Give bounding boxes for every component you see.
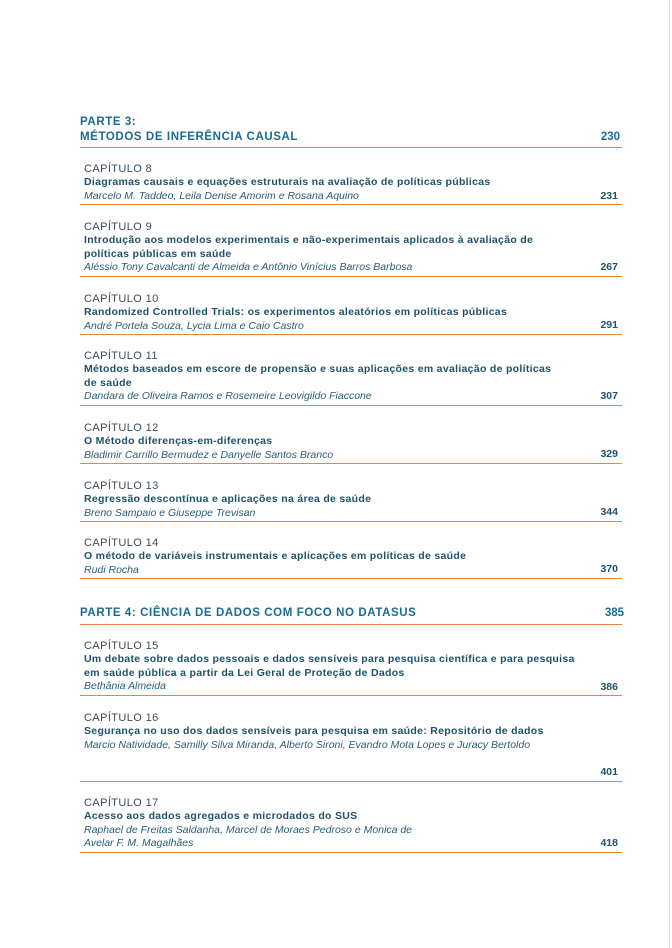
toc-entry-chapter-9[interactable] (84, 220, 622, 276)
chapter-label: CAPÍTULO 16 (84, 712, 159, 724)
chapter-page-number: 329 (600, 448, 618, 460)
part-3-header (80, 116, 622, 148)
chapter-title: Um debate sobre dados pessoais e dados sensíveis para pesquisa científica e para pesquisa em saúde pública a partir da Lei Geral de Proteção de Dados (84, 653, 575, 679)
chapter-authors: Bladimir Carrillo Bermudez e Danyelle Santos Branco (84, 448, 334, 461)
chapter-title: O método de variáveis instrumentais e aplicações em políticas de saúde (84, 550, 467, 562)
toc-entry-chapter-13[interactable] (84, 479, 622, 521)
toc-entry-chapter-11[interactable] (84, 349, 622, 405)
part-label: PARTE 3: (80, 116, 137, 128)
part-title: MÉTODOS DE INFERÊNCIA CAUSAL (80, 131, 299, 143)
divider (80, 521, 622, 522)
chapter-title: Segurança no uso dos dados sensíveis para pesquisa em saúde: Repositório de dados (84, 725, 544, 737)
chapter-label: CAPÍTULO 17 (84, 797, 159, 809)
divider (80, 578, 622, 579)
chapter-label: CAPÍTULO 14 (84, 537, 159, 549)
chapter-page-number: 307 (600, 390, 618, 402)
toc-entry-chapter-15[interactable] (84, 639, 622, 695)
chapter-authors: Breno Sampaio e Giuseppe Trevisan (84, 506, 256, 519)
part-page-number: 230 (600, 131, 620, 143)
chapter-title: O Método diferenças-em-diferenças (84, 435, 273, 447)
chapter-page-number: 418 (600, 837, 618, 849)
chapter-label: CAPÍTULO 10 (84, 293, 159, 305)
chapter-authors: Aléssio Tony Cavalcanti de Almeida e Antônio Vinícius Barros Barbosa (84, 261, 413, 273)
toc-entry-chapter-16[interactable] (84, 711, 622, 781)
part-page-number: 385 (604, 607, 624, 619)
chapter-title: Regressão descontínua e aplicações na área de saúde (84, 493, 372, 505)
toc-entry-chapter-12[interactable] (84, 421, 622, 463)
chapter-authors: Bethânia Almeida (84, 680, 166, 692)
chapter-label: CAPÍTULO 12 (84, 422, 159, 434)
chapter-page-number: 370 (600, 563, 618, 575)
chapter-authors: Raphael de Freitas Saldanha, Marcel de Moraes Pedroso e Monica de Avelar F. M. Magalhães (84, 823, 413, 849)
chapter-authors: Rudi Rocha (84, 563, 139, 576)
divider (80, 204, 622, 205)
divider (80, 695, 622, 696)
chapter-label: CAPÍTULO 8 (84, 163, 153, 175)
divider (80, 781, 622, 782)
chapter-authors: Marcio Natividade, Samilly Silva Miranda, Alberto Sironi, Evandro Mota Lopes e Juracy Bertoldo (84, 738, 531, 751)
toc-entry-chapter-17[interactable] (84, 796, 622, 852)
toc-entry-chapter-14[interactable] (84, 536, 622, 578)
divider (80, 405, 622, 406)
chapter-label: CAPÍTULO 15 (84, 640, 159, 652)
chapter-authors: Marcelo M. Taddeo, Leila Denise Amorim e Rosana Aquino (84, 189, 359, 202)
chapter-page-number: 386 (600, 681, 618, 693)
chapter-label: CAPÍTULO 11 (84, 350, 158, 362)
chapter-page-number: 291 (600, 319, 618, 331)
chapter-title: Randomized Controlled Trials: os experimentos aleatórios em políticas públicas (84, 306, 508, 318)
divider (80, 852, 622, 853)
divider (80, 147, 622, 148)
chapter-title: Acesso aos dados agregados e microdados do SUS (84, 810, 358, 822)
chapter-authors: Dandara de Oliveira Ramos e Rosemeire Leovigildo Fiaccone (84, 390, 372, 402)
chapter-title: Introdução aos modelos experimentais e não-experimentais aplicados à avaliação de políticas públicas em saúde (84, 234, 534, 260)
divider (80, 463, 622, 464)
chapter-page-number: 344 (600, 506, 618, 518)
part-4-header (80, 607, 622, 625)
chapter-page-number: 267 (600, 261, 618, 273)
chapter-label: CAPÍTULO 13 (84, 480, 159, 492)
toc-entry-chapter-8[interactable] (84, 162, 622, 205)
chapter-title: Métodos baseados em escore de propensão e suas aplicações em avaliação de políticas de saúde (84, 363, 552, 389)
chapter-title: Diagramas causais e equações estruturais na avaliação de políticas públicas (84, 176, 491, 188)
divider (80, 624, 622, 625)
chapter-page-number: 401 (600, 766, 618, 778)
part-title: PARTE 4: CIÊNCIA DE DADOS COM FOCO NO DATASUS (80, 607, 417, 619)
divider (80, 334, 622, 335)
chapter-authors: André Portela Souza, Lycia Lima e Caio Castro (84, 319, 304, 332)
chapter-page-number: 231 (600, 190, 618, 202)
toc-entry-chapter-10[interactable] (84, 292, 622, 334)
chapter-label: CAPÍTULO 9 (84, 221, 153, 233)
divider (80, 276, 622, 277)
